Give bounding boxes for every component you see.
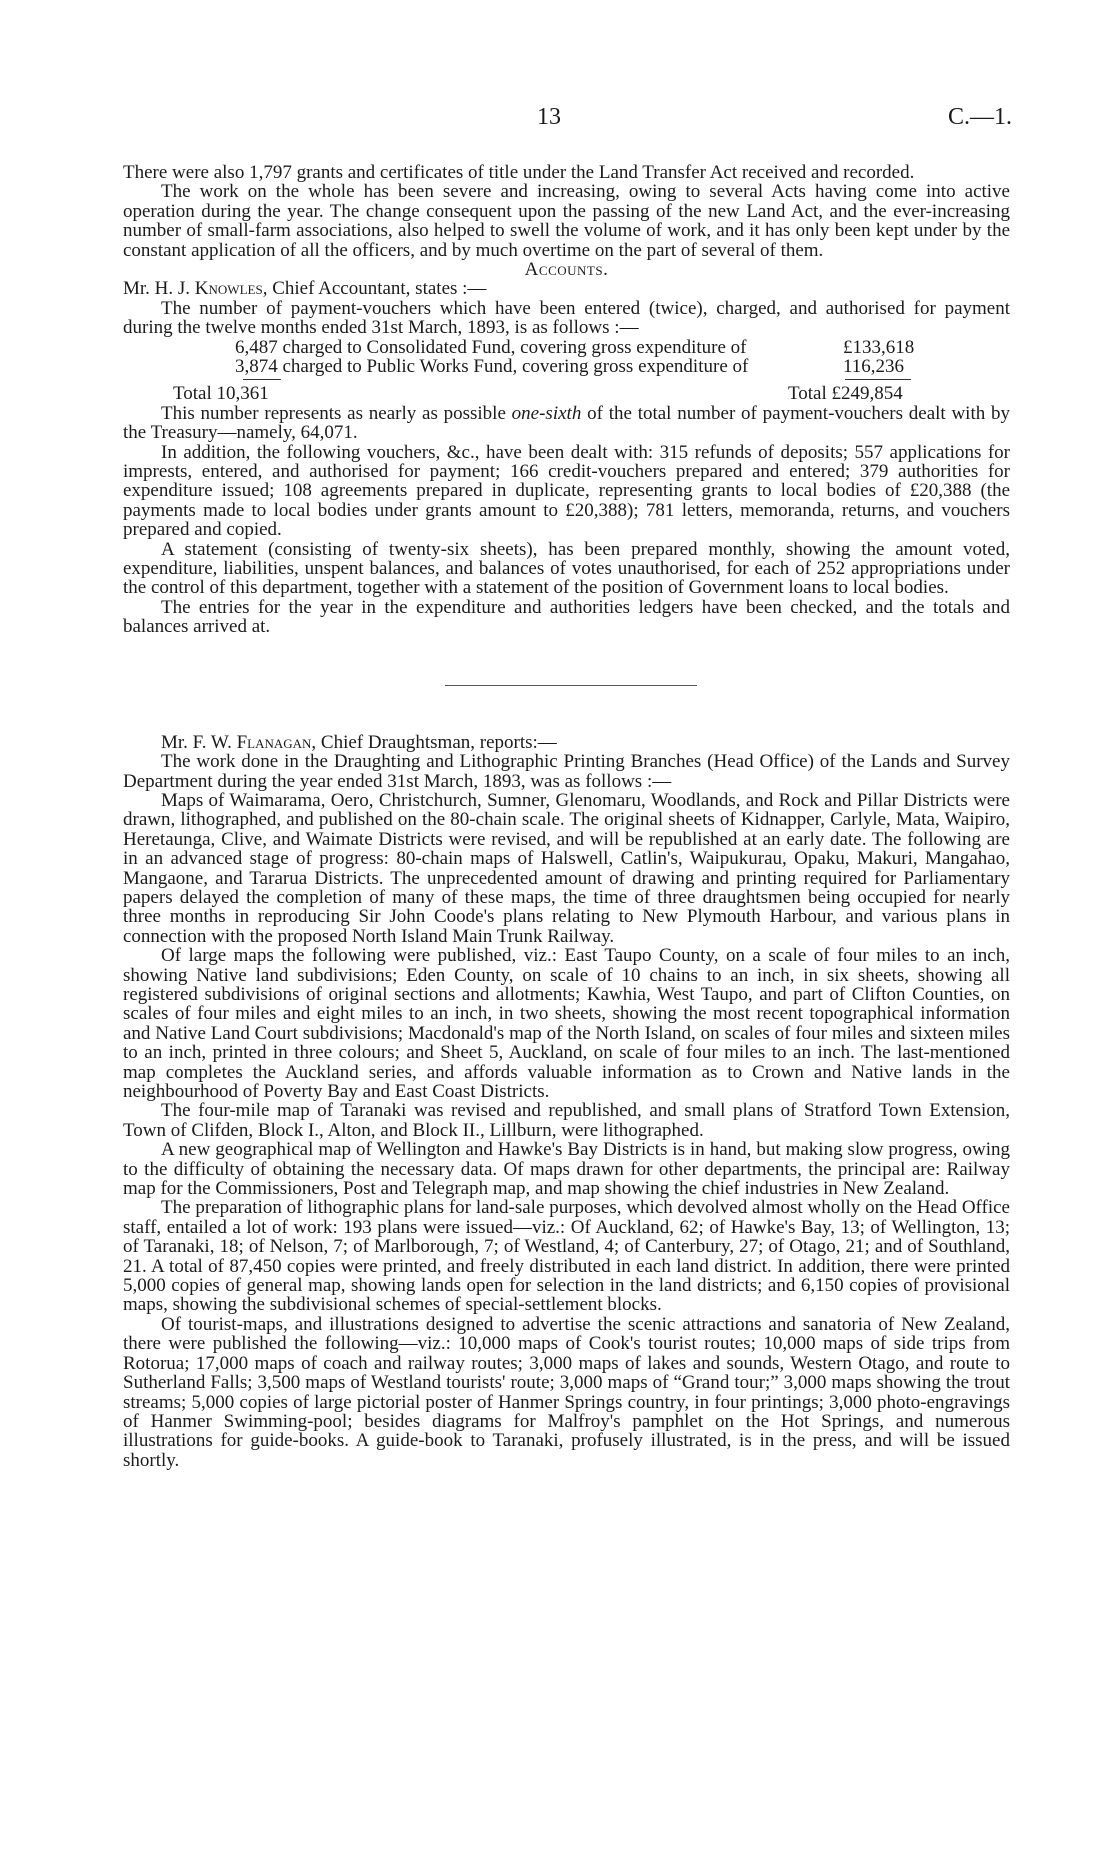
accounts-paragraph-4: A statement (consisting of twenty-six sheets), has been prepared monthly, showing the amount voted, expenditure, liabilities, unspent balances, and balances of votes unauthorised, for each of 252 appropriations under the control of this department, together with a statement of the position of Government loans to local bodies. xyxy=(123,538,1010,599)
draughting-paragraph-4: The four-mile map of Taranaki was revised and republished, and small plans of Stratford Town Extension, Town of Clifden, Block I., Alton, and Block II., Lillburn, were lithographed. xyxy=(123,1100,1010,1141)
voucher-description: 6,487 charged to Consolidated Fund, covering gross expenditure of xyxy=(235,336,747,358)
accounts-paragraph-3: In addition, the following vouchers, &c., have been dealt with: 315 refunds of deposits; 557 applications for imprests, entered, and authorised for payment; 166 credit-vouchers prepared and entered; 379 authorities for expenditure issued; 108 agreements prepared in duplicate, representing grants to local bodies of £20,388 (the payments made to local bodies under grants amount to £20,388); 781 letters, memoranda, returns, and vouchers prepared and copied. xyxy=(123,441,1010,541)
accounts-p2-end: of the total number of payment-vouchers dealt with by the Treasury—namely, 64,071. xyxy=(123,402,1011,444)
voucher-line xyxy=(123,338,1010,357)
draughting-speaker xyxy=(123,733,1010,752)
page-body xyxy=(123,163,1010,1470)
draughting-paragraph-3: Of large maps the following were published, viz.: East Taupo County, on a scale of four miles to an inch, showing Native land subdivisions; Eden County, on scale of 10 chains to an inch, in six sheets, showing all registered subdivisions of original sections and allotments; Kawhia, West Taupo, and part of Clifton Counties, on scales of four miles and eight miles to an inch, in two sheets, showing the most recent topographical information and Native Land Court subdivisions; Macdonald's map of the North Island, on scales of four miles and sixteen miles to an inch, printed in three colours; and Sheet 5, Auckland, on scale of four miles to an inch. The last-mentioned map completes the Auckland series, and affords valuable information as to Crown and Native lands in the neighbourhood of Poverty Bay and East Coast Districts. xyxy=(123,945,1010,1103)
accounts-heading: Accounts. xyxy=(524,259,609,281)
voucher-description: 3,874 charged to Public Works Fund, covering gross expenditure of xyxy=(235,356,749,378)
accounts-paragraph-5: The entries for the year in the expenditure and authorities ledgers have been checked, and the totals and balances arrived at. xyxy=(123,596,1010,638)
draughting-paragraph-6: The preparation of lithographic plans for land-sale purposes, which devolved almost wholly on the Head Office staff, entailed a lot of work: 193 plans were issued—viz.: Of Auckland, 62; of Hawke's Bay, 13; of Wellington, 13; of Taranaki, 18; of Nelson, 7; of Marlborough, 7; of Westland, 4; of Canterbury, 27; of Otago, 21; and of Southland, 21. A total of 87,450 copies were printed, and freely distributed in each land district. In addition, there were printed 5,000 copies of general map, showing lands open for selection in the land districts; and 6,150 copies of provisional maps, showing the subdivisional schemes of special-settlement blocks. xyxy=(123,1197,1010,1316)
accounts-paragraph-2 xyxy=(123,404,1010,443)
draughting-speaker-name: Flanagan xyxy=(236,731,312,753)
accounts-speaker-suffix: , Chief Accountant, states :— xyxy=(262,278,487,300)
total-vouchers: Total 10,361 xyxy=(173,383,269,405)
draughting-speaker-prefix: Mr. F. W. xyxy=(161,731,237,753)
page-header xyxy=(0,104,1114,138)
draughting-paragraph-7: Of tourist-maps, and illustrations designed to advertise the scenic attractions and sanatoria of New Zealand, there were published the following—viz.: 10,000 maps of Cook's tourist routes; 10,000 maps of side trips from Rotorua; 17,000 maps of coach and railway routes; 3,000 maps of lakes and sounds, Western Otago, and route to Sutherland Falls; 3,500 maps of Westland tourists' route; 3,000 maps of “Grand tour;” 3,000 maps showing the trout streams; 5,000 copies of large pictorial poster of Hanmer Springs country, in four printings; 3,000 photo-engravings of Hanmer Swimming-pool; besides diagrams for Malfroy's pamphlet on the Hot Springs, and numerous illustrations for guide-books. A guide-book to Taranaki, profusely illustrated, is in the press, and will be issued shortly. xyxy=(123,1313,1010,1471)
accounts-paragraph-1: The number of payment-vouchers which have been entered (twice), charged, and authorised for payment during the twelve months ended 31st March, 1893, is as follows :— xyxy=(123,297,1010,339)
page-number: 13 xyxy=(537,104,561,130)
draughting-paragraph-5: A new geographical map of Wellington and Hawke's Bay Districts is in hand, but making slow progress, owing to the difficulty of obtaining the necessary data. Of maps drawn for other departments, the principal are: Railway map for the Commissioners, Post and Telegraph map, and map showing the chief industries in New Zealand. xyxy=(123,1139,1010,1200)
draughting-speaker-suffix: , Chief Draughtsman, reports:— xyxy=(311,731,557,753)
total-line xyxy=(123,384,1010,403)
intro-paragraph-1: There were also 1,797 grants and certificates of title under the Land Transfer Act received and recorded. xyxy=(123,162,915,183)
page-reference: C.—1. xyxy=(947,104,1012,130)
voucher-amount: 116,236 xyxy=(843,356,905,378)
accounts-speaker-prefix: Mr. H. J. xyxy=(123,278,195,300)
accounts-speaker xyxy=(123,279,1010,298)
total-rule-left xyxy=(243,379,281,380)
voucher-amount: £133,618 xyxy=(843,336,915,358)
section-divider xyxy=(123,637,1010,733)
draughting-paragraph-1: The work done in the Draughting and Lithographic Printing Branches (Head Office) of the Lands and Survey Department during the year ended 31st March, 1893, was as follows :— xyxy=(123,751,1010,792)
intro-paragraph-2: The work on the whole has been severe and increasing, owing to several Acts having come into active operation during the year. The change consequent upon the passing of the new Land Act, and the ever-increasing number of small-farm associations, also helped to swell the volume of work, and it has only been kept under by the constant application of all the officers, and by much overtime on the part of several of them. xyxy=(123,181,1010,261)
accounts-speaker-name: Knowles xyxy=(194,278,263,300)
total-expenditure: Total £249,854 xyxy=(788,383,903,405)
voucher-line xyxy=(123,357,1010,376)
divider-rule xyxy=(445,685,697,686)
accounts-p2-start: This number represents as nearly as possible xyxy=(161,402,512,424)
accounts-p2-emphasis: one-sixth xyxy=(511,402,582,424)
draughting-paragraph-2: Maps of Waimarama, Oero, Christchurch, Sumner, Glenomaru, Woodlands, and Rock and Pillar Districts were drawn, lithographed, and published on the 80-chain scale. The original sheets of Kidnapper, Carlyle, Mata, Waipiro, Heretaunga, Clive, and Waimate Districts were revised, and will be republished at an early date. The following are in an advanced stage of progress: 80-chain maps of Halswell, Catlin's, Waipukurau, Opaku, Makuri, Mangahao, Mangaone, and Tararua Districts. The unprecedented amount of drawing and printing required for Parliamentary papers delayed the completion of many of these maps, the time of three draughtsmen being occupied for nearly three months in reproducing Sir John Coode's plans relating to New Plymouth Harbour, and various plans in connection with the proposed North Island Main Trunk Railway. xyxy=(123,789,1010,947)
total-rule-right xyxy=(845,379,911,380)
